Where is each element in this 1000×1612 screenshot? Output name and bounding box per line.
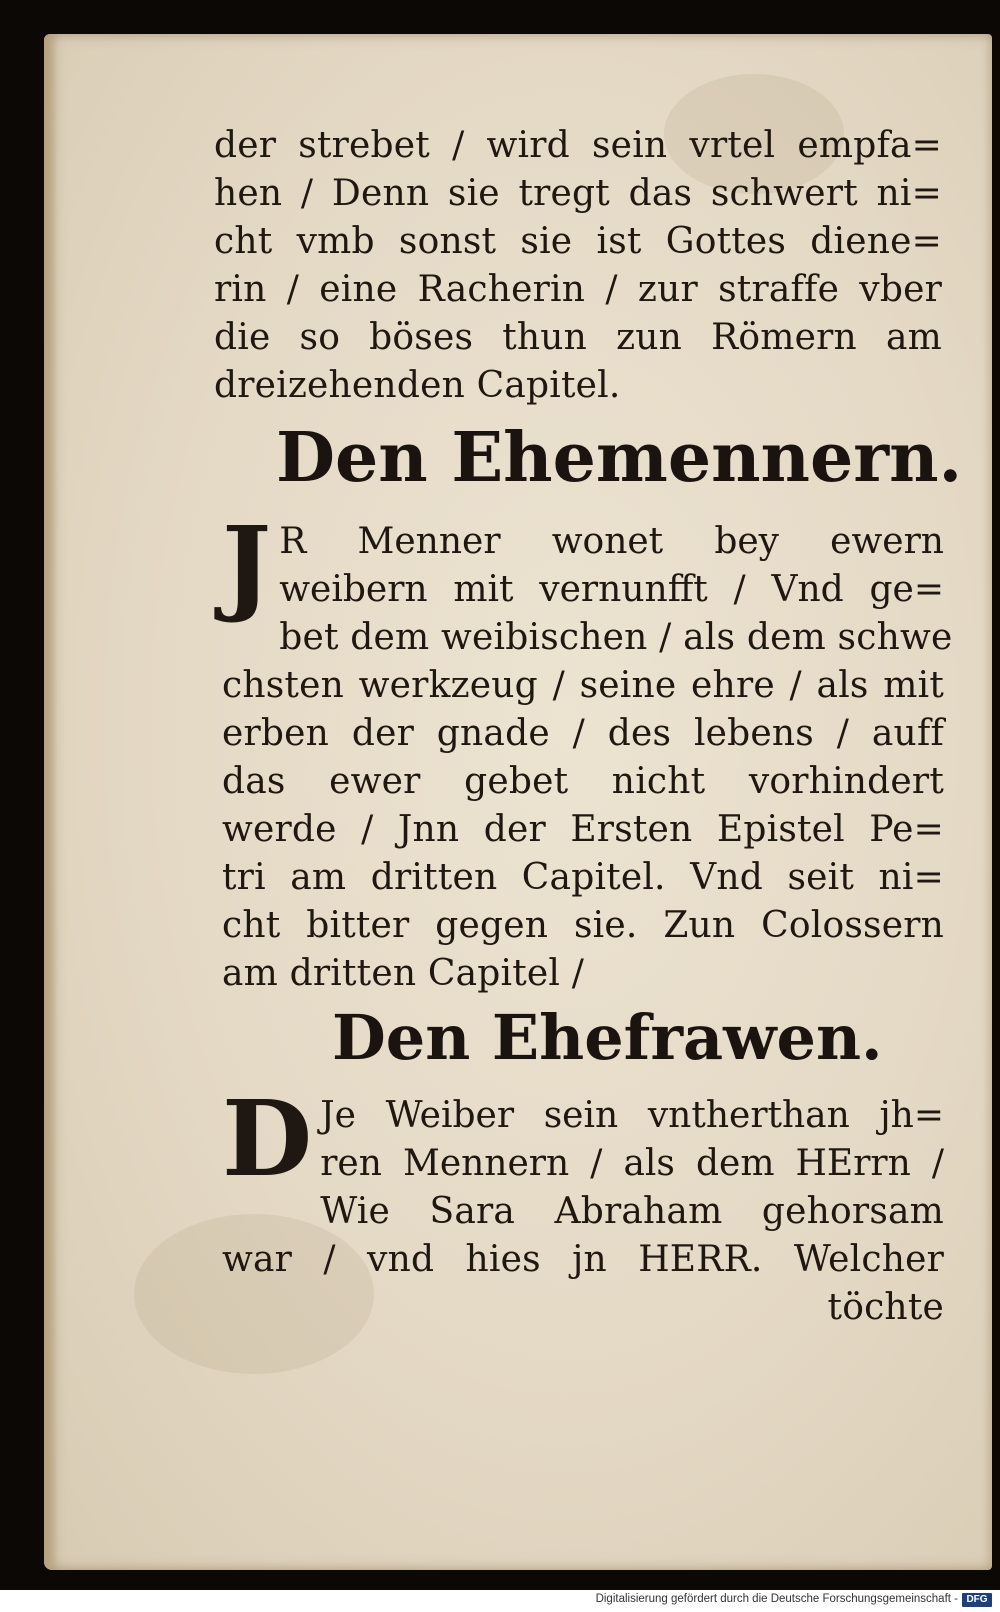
footer-bar bbox=[0, 1590, 1000, 1612]
page-edge bbox=[44, 34, 58, 1570]
catchword: töchte bbox=[827, 1287, 944, 1328]
text-line: dreizehenden Capitel. bbox=[214, 365, 621, 406]
text-line: werde / Jnn der Ersten Epistel Pe= bbox=[222, 809, 944, 850]
dfg-logo-icon: DFG bbox=[962, 1593, 992, 1607]
paragraph-3 bbox=[222, 1077, 944, 1332]
text-line: cht bitter gegen sie. Zun Colossern bbox=[222, 905, 944, 946]
text-line: weibern mit vernunfft / Vnd ge= bbox=[279, 569, 944, 610]
text-line: rin / eine Racherin / zur straffe vber bbox=[214, 269, 942, 310]
section-heading-ehemennern: Den Ehemennern. bbox=[276, 418, 963, 498]
digitization-credit: Digitalisierung gefördert durch die Deutsche Forschungsgemeinschaft - bbox=[595, 1593, 958, 1605]
text-line: der strebet / wird sein vrtel empfa= bbox=[214, 125, 942, 166]
text-line: cht vmb sonst sie ist Gottes diene= bbox=[214, 221, 942, 262]
paragraph-2 bbox=[222, 503, 953, 998]
paragraph-1 bbox=[214, 122, 942, 410]
text-line: bet dem weibischen / als dem schwe bbox=[279, 617, 953, 658]
text-line: R Menner wonet bey ewern bbox=[279, 521, 944, 562]
text-line: am dritten Capitel / bbox=[222, 953, 585, 994]
text-line: war / vnd hies jn HERR. Welcher bbox=[222, 1239, 944, 1280]
text-line: die so böses thun zun Römern am bbox=[214, 317, 942, 358]
drop-cap: D bbox=[222, 1077, 313, 1200]
drop-cap: J bbox=[222, 503, 272, 626]
text-line: hen / Denn sie tregt das schwert ni= bbox=[214, 173, 942, 214]
text-line: Wie Sara Abraham gehorsam bbox=[320, 1191, 944, 1232]
text-line: erben der gnade / des lebens / auff bbox=[222, 713, 944, 754]
text-line: tri am dritten Capitel. Vnd seit ni= bbox=[222, 857, 944, 898]
text-line: das ewer gebet nicht vorhindert bbox=[222, 761, 944, 802]
text-line: chsten werkzeug / seine ehre / als mit bbox=[222, 665, 944, 706]
text-line: ren Mennern / als dem HErrn / bbox=[320, 1143, 944, 1184]
section-heading-ehefrawen: Den Ehefrawen. bbox=[332, 1001, 883, 1074]
text-line: Je Weiber sein vntherthan jh= bbox=[320, 1095, 944, 1136]
